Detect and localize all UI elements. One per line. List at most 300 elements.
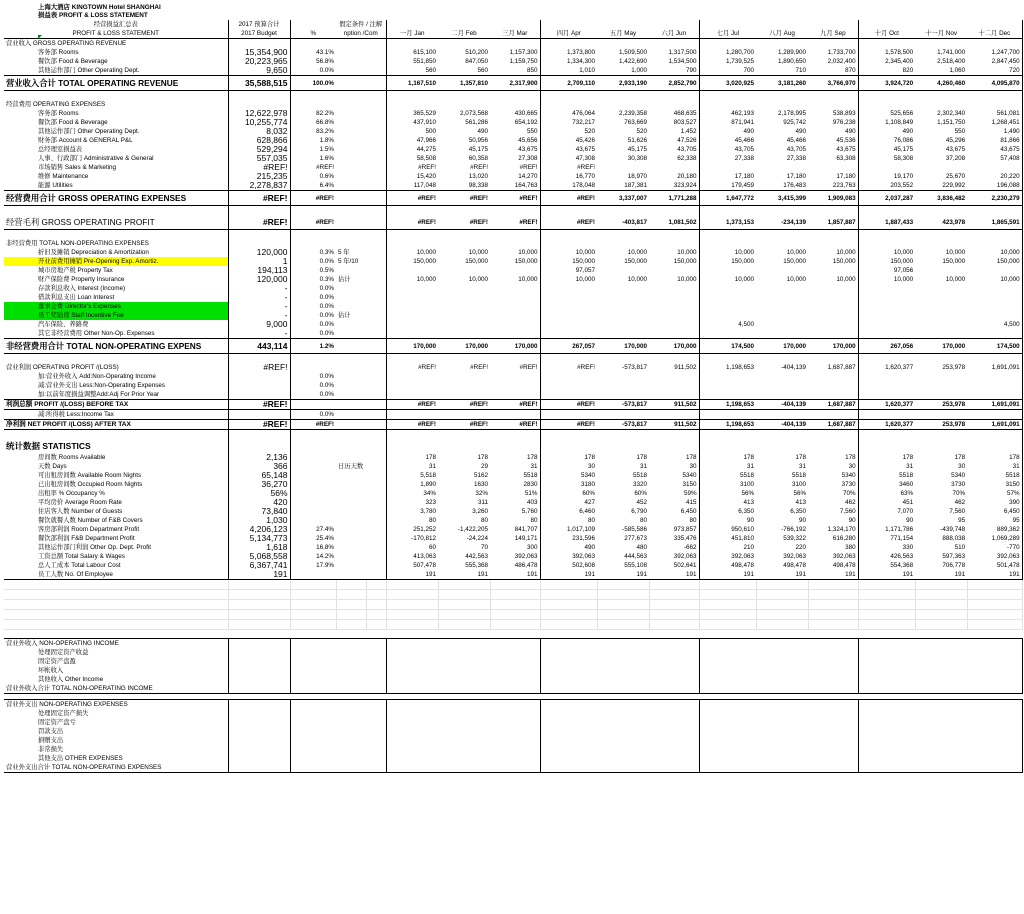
month-cell — [967, 284, 1022, 293]
month-cell — [756, 381, 808, 390]
month-cell: #REF! — [577, 364, 596, 371]
footer-cell — [699, 754, 756, 763]
month-cell: 50,956 — [468, 137, 488, 144]
note-spacer — [366, 453, 386, 462]
empty-grid-row — [4, 590, 1022, 600]
budget-cell — [228, 354, 290, 364]
footer-cell — [756, 754, 808, 763]
note-cell — [336, 543, 366, 552]
month-cell: 176,483 — [756, 181, 808, 191]
month-cell: 490 — [902, 128, 914, 135]
footer-cell — [756, 718, 808, 727]
month-cell: 56% — [793, 490, 807, 497]
month-cell: 277,673 — [624, 535, 648, 542]
footer-cell — [967, 648, 1022, 657]
footer-cell — [649, 709, 699, 718]
note-spacer — [366, 430, 386, 440]
month-cell: 13,020 — [468, 173, 488, 180]
pct-cell — [290, 91, 336, 101]
month-cell: 654,192 — [490, 118, 540, 127]
pct-cell — [290, 430, 336, 440]
month-cell: 2,518,400 — [937, 58, 966, 65]
col-header-label-2: PROFIT & LOSS STATEMENT — [4, 29, 228, 39]
month-cell — [699, 266, 756, 275]
footer-cell — [386, 666, 438, 675]
month-cell: 2830 — [490, 480, 540, 489]
footer-cell — [438, 657, 490, 666]
month-cell: 437,910 — [413, 119, 436, 126]
month-cell — [597, 266, 649, 275]
month-cell — [540, 39, 597, 49]
note-spacer — [366, 76, 386, 91]
footer-cell — [366, 657, 386, 666]
empty-cell — [386, 610, 438, 620]
note-cell — [336, 118, 366, 127]
footer-cell — [967, 684, 1022, 694]
month-cell: 2,345,400 — [885, 58, 914, 65]
budget-cell: #REF! — [228, 191, 290, 206]
month-cell — [386, 439, 438, 453]
month-cell: 490 — [477, 128, 488, 135]
month-cell: #REF! — [386, 191, 438, 206]
row-label: 出租率 % Occupancy % — [4, 489, 228, 498]
note-cell — [336, 239, 366, 248]
note-cell — [336, 302, 366, 311]
month-cell: #REF! — [540, 191, 597, 206]
month-cell — [858, 354, 915, 364]
footer-cell — [228, 709, 290, 718]
note-cell — [336, 498, 366, 507]
month-cell: 502,608 — [572, 562, 596, 569]
month-cell — [915, 230, 967, 240]
row-label: 经营费用合计 GROSS OPERATING EXPENSES — [4, 191, 228, 206]
budget-cell: 15,354,900 — [228, 48, 290, 57]
pl-table — [4, 20, 1023, 630]
pct-cell — [290, 498, 336, 507]
footer-cell — [858, 684, 915, 694]
row-label: 减:营业外支出 Less:Non-Operating Expenses — [4, 381, 228, 390]
footer-cell — [386, 648, 438, 657]
month-cell: 392,063 — [572, 553, 596, 560]
month-cell: 850 — [490, 66, 540, 76]
table-row — [4, 381, 1022, 390]
month-cell: 179,459 — [699, 181, 756, 191]
blank-row — [4, 230, 1022, 240]
month-cell: 1,151,750 — [937, 119, 966, 126]
month-cell: 615,100 — [413, 49, 436, 56]
footer-cell — [228, 639, 290, 649]
month-cell — [858, 372, 915, 381]
footer-cell — [756, 763, 808, 773]
month-cell — [699, 293, 756, 302]
footer-cell — [290, 666, 336, 675]
pct-cell — [290, 453, 336, 462]
month-cell: 392,063 — [490, 552, 540, 561]
row-label: 维修 Maintenance — [4, 172, 228, 181]
note-cell — [336, 480, 366, 489]
budget-cell — [228, 390, 290, 400]
empty-cell — [649, 580, 699, 590]
row-label: 其他运作部门利润 Other Op. Dept. Profit — [4, 543, 228, 552]
empty-cell — [438, 590, 490, 600]
col-header-month: 十月 Oct — [858, 29, 915, 39]
empty-cell — [336, 590, 366, 600]
month-cell — [808, 390, 858, 400]
table-row — [4, 480, 1022, 489]
empty-cell — [915, 620, 967, 630]
note-spacer — [366, 516, 386, 525]
month-cell: 31 — [967, 462, 1022, 471]
empty-cell — [808, 620, 858, 630]
note-cell — [336, 320, 366, 329]
month-cell: 3,020,925 — [699, 76, 756, 91]
month-cell: 6,450 — [967, 507, 1022, 516]
footer-cell — [649, 754, 699, 763]
month-cell — [490, 284, 540, 293]
row-label: 总人工成本 Total Labour Cost — [4, 561, 228, 570]
budget-cell: - — [228, 311, 290, 320]
footer-cell — [597, 675, 649, 684]
month-cell — [649, 239, 699, 248]
footer-cell — [967, 718, 1022, 727]
footer-cell — [756, 684, 808, 694]
footer-cell — [915, 684, 967, 694]
month-cell: 150,000 — [967, 257, 1022, 266]
row-label: 营业收入合计 TOTAL OPERATING REVENUE — [4, 76, 228, 91]
month-cell: 191 — [649, 570, 699, 580]
month-cell: 3150 — [649, 480, 699, 489]
month-cell — [490, 410, 540, 420]
month-cell: 7,560 — [949, 508, 966, 515]
row-label: 总经理室损益表 — [4, 145, 228, 154]
table-row — [4, 543, 1022, 552]
month-cell — [649, 381, 699, 390]
footer-cell — [967, 763, 1022, 773]
month-cell: 47,526 — [649, 136, 699, 145]
month-cell: 5,518 — [420, 472, 436, 479]
pct-cell: 56.8% — [316, 58, 334, 65]
month-cell: 187,381 — [597, 181, 649, 191]
month-cell — [386, 206, 438, 216]
month-cell — [967, 100, 1022, 109]
month-cell — [540, 381, 597, 390]
row-label: 其它非经营费用 Other Non-Op. Expenses — [4, 329, 228, 339]
note-cell — [336, 215, 366, 230]
footer-cell — [915, 666, 967, 675]
month-cell: #REF! — [438, 215, 490, 230]
pct-cell: 0.0% — [319, 321, 334, 328]
footer-cell — [228, 684, 290, 694]
month-cell — [386, 311, 438, 320]
month-cell — [858, 410, 915, 420]
month-cell — [490, 381, 540, 390]
footer-row — [4, 763, 1022, 773]
footer-cell — [808, 709, 858, 718]
footer-label: 其他支出 OTHER EXPENSES — [4, 754, 228, 763]
table-row — [4, 329, 1022, 339]
month-cell: 616,280 — [808, 534, 858, 543]
month-cell: 10,000 — [649, 275, 699, 284]
month-cell — [490, 39, 540, 49]
month-cell: 3,766,970 — [808, 76, 858, 91]
table-row — [4, 439, 1022, 453]
month-cell: 771,154 — [890, 535, 914, 542]
month-cell: 426,563 — [890, 553, 914, 560]
footer-cell — [649, 639, 699, 649]
pct-cell — [290, 354, 336, 364]
month-cell — [540, 284, 597, 293]
month-cell: 80 — [428, 517, 436, 524]
row-label: 餐饮部 Food & Beverage — [4, 57, 228, 66]
month-cell: #REF! — [577, 164, 596, 171]
cell-comment-marker-icon — [38, 35, 42, 39]
footer-cell — [438, 763, 490, 773]
month-cell — [808, 430, 858, 440]
month-cell — [649, 39, 699, 49]
month-cell: 510 — [954, 544, 966, 551]
month-cell — [490, 354, 540, 364]
month-cell: 5518 — [490, 471, 540, 480]
row-label: 开业前费用摊销 Pre-Opening Exp. Amortiz. — [4, 257, 228, 266]
month-cell: 2,239,358 — [619, 110, 648, 117]
footer-cell — [290, 745, 336, 754]
empty-cell — [490, 620, 540, 630]
month-cell: 59% — [649, 489, 699, 498]
month-cell: #REF! — [418, 364, 436, 371]
footer-cell — [438, 727, 490, 736]
month-cell: 706,778 — [942, 562, 966, 569]
month-cell: 4,500 — [738, 321, 755, 328]
month-cell — [699, 100, 756, 109]
month-cell: 925,742 — [783, 119, 807, 126]
month-cell: 1,490 — [967, 127, 1022, 136]
month-cell — [915, 284, 967, 293]
month-cell — [699, 439, 756, 453]
month-cell: 490 — [743, 128, 755, 135]
month-cell — [915, 239, 967, 248]
row-label: 餐饮就餐人数 Number of F&B Covers — [4, 516, 228, 525]
month-cell — [490, 91, 540, 101]
month-cell — [808, 329, 858, 339]
month-cell — [756, 354, 808, 364]
month-cell: 2,852,790 — [649, 76, 699, 91]
footer-cell — [967, 657, 1022, 666]
month-cell: 10,000 — [893, 276, 914, 283]
empty-cell — [336, 600, 366, 610]
footer-cell — [290, 700, 336, 710]
note-cell — [336, 420, 366, 430]
note-spacer — [366, 489, 386, 498]
month-cell — [597, 284, 649, 293]
budget-cell: 1,030 — [228, 516, 290, 525]
note-cell: 估计 — [338, 276, 351, 283]
note-cell — [336, 163, 366, 172]
note-spacer — [366, 320, 386, 329]
month-cell: 10,000 — [786, 249, 807, 256]
col-header-month: 八月 Aug — [756, 29, 808, 39]
month-cell: 841,707 — [490, 525, 540, 534]
month-cell — [915, 91, 967, 101]
footer-cell — [756, 727, 808, 736]
month-cell: 427 — [584, 499, 596, 506]
month-cell: 45,426 — [575, 137, 596, 144]
footer-cell — [808, 675, 858, 684]
month-cell — [808, 311, 858, 320]
month-cell — [858, 91, 915, 101]
table-row — [4, 266, 1022, 275]
month-cell: 1,890,650 — [778, 58, 807, 65]
empty-cell — [597, 600, 649, 610]
month-cell: 950,610 — [731, 526, 755, 533]
footer-cell — [490, 718, 540, 727]
month-cell: 178 — [649, 453, 699, 462]
budget-cell: - — [228, 302, 290, 311]
month-cell — [699, 430, 756, 440]
empty-cell — [808, 610, 858, 620]
month-cell: 500 — [425, 128, 436, 135]
note-cell — [336, 293, 366, 302]
footer-cell — [366, 727, 386, 736]
col-header-month: 七月 Jul — [699, 29, 756, 39]
budget-cell: 5,134,773 — [228, 534, 290, 543]
note-cell — [336, 471, 366, 480]
month-cell: 10,000 — [416, 276, 436, 283]
pct-cell: 0.0% — [290, 66, 336, 76]
month-cell — [540, 91, 597, 101]
budget-cell: #REF! — [228, 163, 290, 172]
footer-cell — [597, 736, 649, 745]
month-cell — [438, 293, 490, 302]
footer-cell — [597, 709, 649, 718]
month-cell: 117,048 — [386, 181, 438, 191]
row-label: 工资总额 Total Salary & Wages — [4, 552, 228, 561]
month-cell: 174,500 — [967, 339, 1022, 354]
month-cell: 62,338 — [649, 154, 699, 163]
month-cell: 45,296 — [945, 137, 966, 144]
month-cell: 70% — [952, 490, 966, 497]
footer-cell — [699, 666, 756, 675]
row-label: 董事会费 Director's Expenses — [4, 302, 228, 311]
month-cell: 1,198,653 — [699, 420, 756, 430]
note-cell: 5 年 — [338, 249, 350, 256]
month-cell — [858, 390, 915, 400]
empty-cell — [649, 600, 699, 610]
month-cell: 80 — [490, 516, 540, 525]
month-cell — [540, 302, 597, 311]
col-header-budget-2: 2017 Budget — [228, 29, 290, 39]
footer-cell — [540, 657, 597, 666]
month-cell: 5162 — [473, 472, 488, 479]
month-cell: 451 — [902, 499, 914, 506]
footer-cell — [490, 745, 540, 754]
month-cell: 170,000 — [915, 339, 967, 354]
footer-cell — [540, 675, 597, 684]
month-cell: 10,000 — [786, 276, 807, 283]
month-cell: 550 — [954, 128, 966, 135]
month-cell: 90 — [808, 516, 858, 525]
footer-cell — [540, 718, 597, 727]
month-cell: 10,000 — [575, 249, 596, 256]
budget-cell: 215,235 — [228, 172, 290, 181]
month-cell — [540, 239, 597, 248]
footer-cell — [756, 657, 808, 666]
month-cell: 3460 — [899, 481, 914, 488]
month-cell — [808, 320, 858, 329]
footer-cell — [336, 657, 366, 666]
month-cell: 45,656 — [490, 136, 540, 145]
month-cell: 51% — [490, 489, 540, 498]
pct-cell: 0.0% — [290, 410, 336, 420]
month-cell: 451,810 — [731, 535, 755, 542]
month-cell — [699, 239, 756, 248]
row-label: 非经营费用合计 TOTAL NON-OPERATING EXPENS — [4, 339, 228, 354]
month-cell: 392,063 — [808, 552, 858, 561]
month-cell: 1,691,091 — [967, 363, 1022, 372]
month-cell — [756, 230, 808, 240]
row-label: 客务部 Rooms — [4, 48, 228, 57]
pct-cell: 14.2% — [316, 553, 334, 560]
note-cell — [336, 100, 366, 109]
col-header-assume-1: 假定条件 / 注解 — [336, 20, 386, 29]
budget-cell: 420 — [228, 498, 290, 507]
month-cell: 6,460 — [579, 508, 596, 515]
col-header-pct: % — [290, 29, 336, 39]
month-cell: 550 — [490, 127, 540, 136]
month-cell — [967, 302, 1022, 311]
month-cell: 70% — [808, 489, 858, 498]
month-cell: #REF! — [470, 164, 488, 171]
month-cell — [915, 266, 967, 275]
empty-cell — [699, 620, 756, 630]
month-cell — [756, 206, 808, 216]
note-cell — [336, 372, 366, 381]
footer-cell — [967, 666, 1022, 675]
footer-cell — [915, 639, 967, 649]
footer-cell — [858, 727, 915, 736]
pct-cell: 100.0% — [290, 76, 336, 91]
month-cell: 6,350 — [738, 508, 755, 515]
month-cell: 3,260 — [472, 508, 488, 515]
month-cell: 555,368 — [465, 562, 488, 569]
row-label: 人事、行政部门 Administrative & General — [4, 154, 228, 163]
table-row — [4, 453, 1022, 462]
month-cell: 911,502 — [649, 363, 699, 372]
table-row — [4, 561, 1022, 570]
month-cell — [386, 293, 438, 302]
footer-row — [4, 684, 1022, 694]
footer-cell — [386, 745, 438, 754]
footer-cell — [649, 763, 699, 773]
month-cell: 525,656 — [890, 110, 914, 117]
table-row — [4, 471, 1022, 480]
month-cell: 1,909,083 — [808, 191, 858, 206]
month-cell: 452 — [636, 499, 648, 506]
month-cell: 1,620,377 — [858, 400, 915, 410]
empty-cell — [366, 620, 386, 630]
row-label: 汽车保险、养路费 — [4, 320, 228, 329]
budget-cell — [228, 410, 290, 420]
month-cell: 174,500 — [699, 339, 756, 354]
footer-cell — [649, 727, 699, 736]
note-spacer — [366, 439, 386, 453]
month-cell — [490, 266, 540, 275]
month-cell — [756, 39, 808, 49]
empty-cell — [4, 610, 228, 620]
footer-cell — [808, 639, 858, 649]
month-cell: 45,466 — [734, 137, 755, 144]
empty-cell — [228, 610, 290, 620]
budget-cell: - — [228, 284, 290, 293]
